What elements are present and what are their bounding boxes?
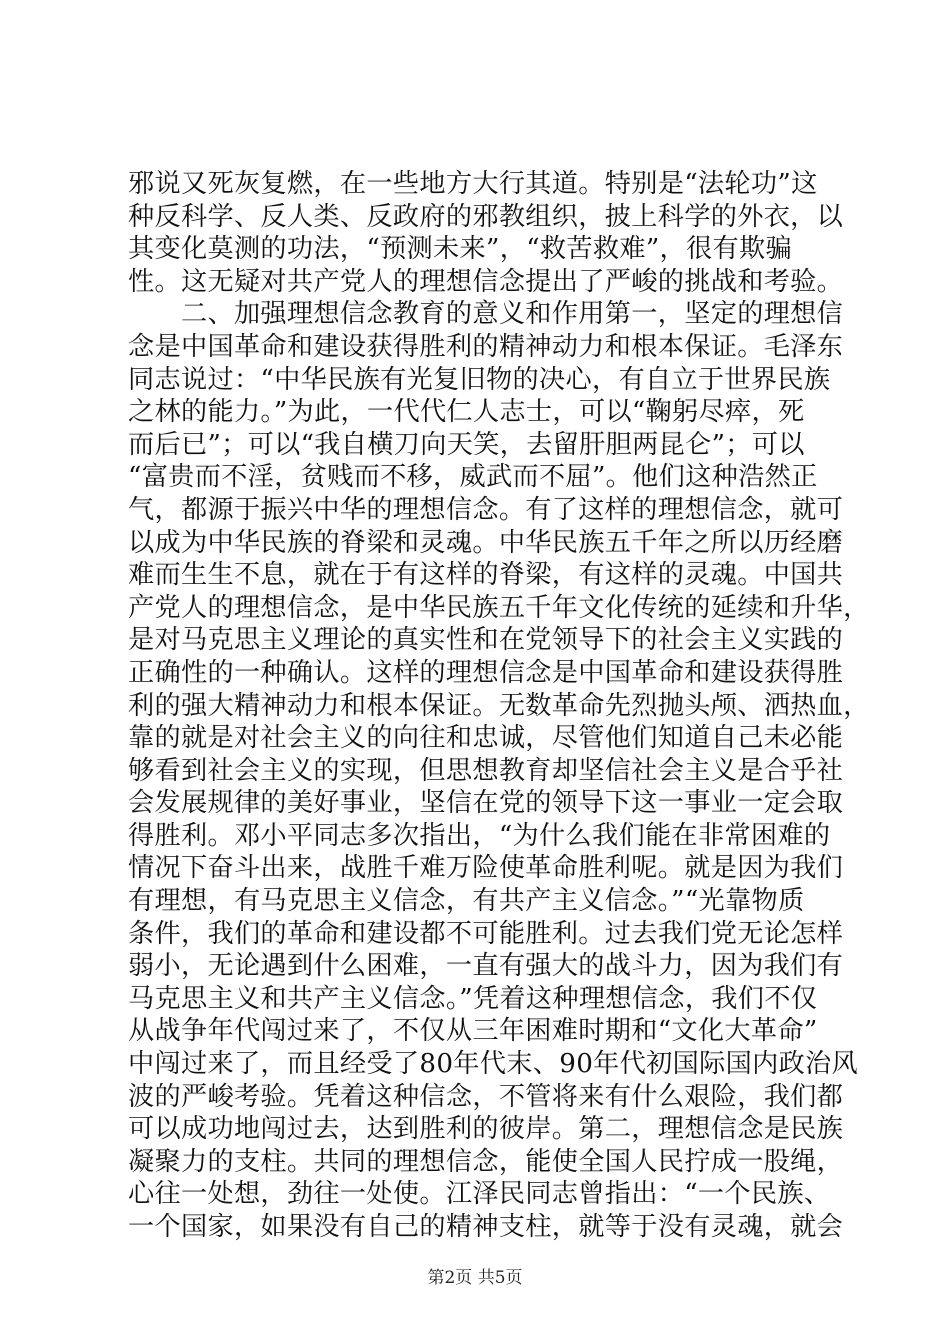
- text-line: 同志说过：“中华民族有光复旧物的决心，有自立于世界民族: [128, 364, 831, 395]
- text-line: 情况下奋斗出来，战胜千难万险使革命胜利呢。就是因为我们: [128, 853, 844, 884]
- text-line: 条件，我们的革命和建设都不可能胜利。过去我们党无论怎样: [128, 918, 844, 949]
- text-line: 性。这无疑对共产党人的理想信念提出了严峻的挑战和考验。: [128, 266, 844, 297]
- text-line: 念是中国革命和建设获得胜利的精神动力和根本保证。毛泽东: [128, 331, 844, 362]
- text-line: 产党人的理想信念，是中华民族五千年文化传统的延续和升华，: [128, 592, 870, 623]
- text-line: 弱小，无论遇到什么困难，一直有强大的战斗力，因为我们有: [128, 951, 844, 982]
- text-line: 难而生生不息，就在于有这样的脊梁，有这样的灵魂。中国共: [128, 560, 844, 591]
- text-line: 气，都源于振兴中华的理想信念。有了这样的理想信念，就可: [128, 494, 844, 525]
- text-line: 以成为中华民族的脊梁和灵魂。中华民族五千年之所以历经磨: [128, 527, 844, 558]
- text-line: 邪说又死灰复燃，在一些地方大行其道。特别是“法轮功”这: [128, 169, 818, 199]
- text-line: 靠的就是对社会主义的向往和忠诚，尽管他们知道自己未必能: [128, 723, 844, 754]
- text-line: 其变化莫测的功法，“预测未来”，“救苦救难”，很有欺骗: [128, 234, 792, 265]
- text-line: 中闯过来了，而且经受了80年代末、90年代初国际国内政治风: [128, 1049, 859, 1080]
- body-text: [128, 168, 870, 1244]
- text-line: 正确性的一种确认。这样的理想信念是中国革命和建设获得胜: [128, 657, 844, 688]
- text-line: 波的严峻考验。凭着这种信念，不管将来有什么艰险，我们都: [128, 1081, 844, 1112]
- text-line: 从战争年代闯过来了，不仅从三年困难时期和“文化大革命”: [128, 1016, 818, 1047]
- text-line: 是对马克思主义理论的真实性和在党领导下的社会主义实践的: [128, 625, 844, 656]
- text-line: 利的强大精神动力和根本保证。无数革命先烈抛头颅、洒热血，: [128, 690, 870, 721]
- page-number-footer: 第2页 共5页: [427, 1268, 523, 1288]
- text-line: 凝聚力的支柱。共同的理想信念，能使全国人民拧成一股绳，: [128, 1146, 844, 1177]
- text-line: 会发展规律的美好事业，坚信在党的领导下这一事业一定会取: [128, 788, 844, 819]
- text-line: 心往一处想，劲往一处使。江泽民同志曾指出：“一个民族、: [128, 1179, 831, 1210]
- text-line: 而后已”；可以“我自横刀向天笑，去留肝胆两昆仑”；可以: [128, 429, 805, 460]
- text-line: 二、加强理想信念教育的意义和作用第一，坚定的理想信: [128, 299, 844, 330]
- text-line: 可以成功地闯过去，达到胜利的彼岸。第二，理想信念是民族: [128, 1114, 844, 1145]
- text-line: 够看到社会主义的实现，但思想教育却坚信社会主义是合乎社: [128, 755, 844, 786]
- text-line: 得胜利。邓小平同志多次指出，“为什么我们能在非常困难的: [128, 820, 831, 851]
- text-line: 种反科学、反人类、反政府的邪教组织，披上科学的外衣，以: [128, 201, 844, 232]
- text-line: 马克思主义和共产主义信念。”凭着这种理想信念，我们不仅: [128, 983, 818, 1014]
- text-line: “富贵而不淫，贫贱而不移，威武而不屈”。他们这种浩然正: [128, 462, 818, 493]
- text-line: 一个国家，如果没有自己的精神支柱，就等于没有灵魂，就会: [128, 1212, 844, 1242]
- text-line: 有理想，有马克思主义信念，有共产主义信念。”“光靠物质: [128, 886, 805, 917]
- text-line: 之林的能力。”为此，一代代仁人志士，可以“鞠躬尽瘁，死: [128, 397, 805, 428]
